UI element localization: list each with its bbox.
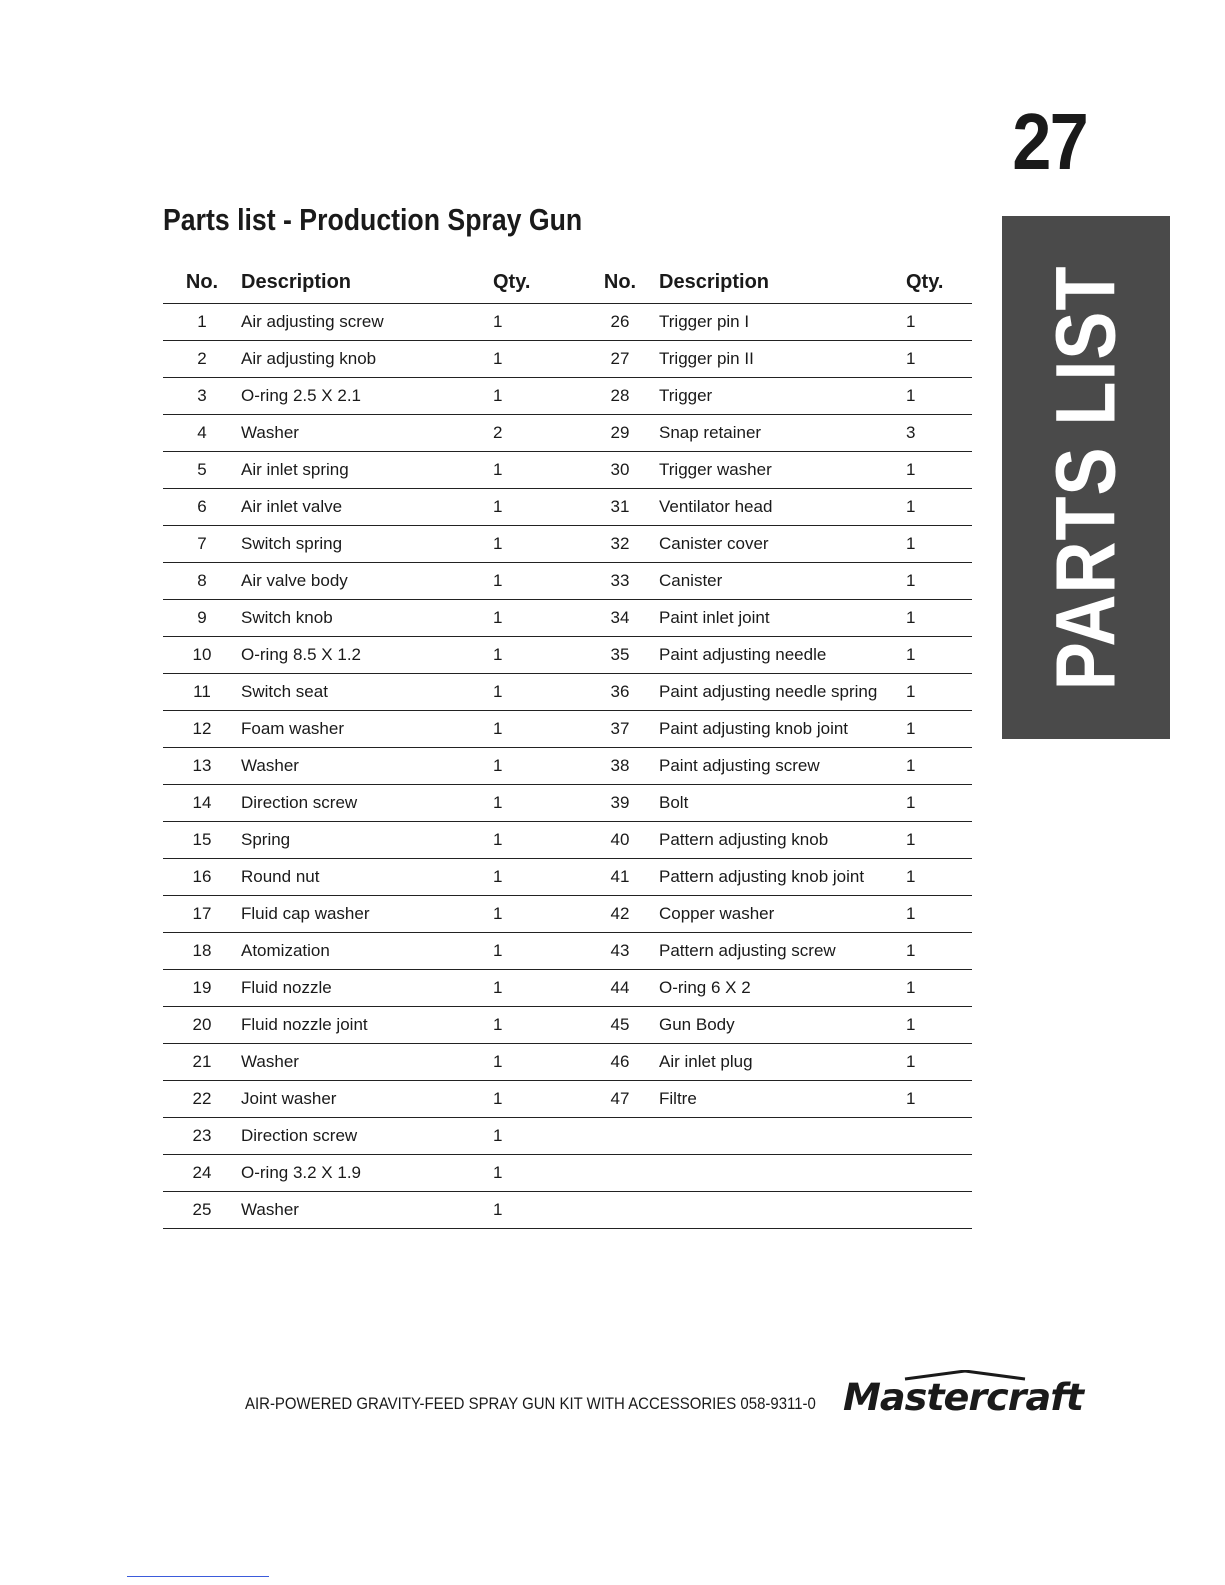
table-row [163, 896, 972, 933]
table-row [163, 748, 972, 785]
part-description [659, 1192, 906, 1229]
part-description: Air inlet valve [241, 489, 493, 526]
part-quantity: 1 [906, 563, 972, 600]
part-number: 36 [581, 674, 659, 711]
table-row [163, 600, 972, 637]
bottom-link-underline [127, 1576, 269, 1577]
part-number: 24 [163, 1155, 241, 1192]
part-description: Copper washer [659, 896, 906, 933]
part-quantity: 3 [906, 415, 972, 452]
part-quantity: 1 [493, 526, 581, 563]
part-description: Trigger pin I [659, 304, 906, 341]
part-description: Gun Body [659, 1007, 906, 1044]
table-row [163, 1155, 972, 1192]
brand-logo-text: Mastercraft [843, 1376, 1086, 1414]
part-quantity: 1 [906, 711, 972, 748]
part-number: 22 [163, 1081, 241, 1118]
header-no-right: No. [581, 262, 659, 304]
part-quantity: 1 [906, 822, 972, 859]
part-number: 29 [581, 415, 659, 452]
table-row [163, 415, 972, 452]
part-number: 42 [581, 896, 659, 933]
part-number: 19 [163, 970, 241, 1007]
part-description: Snap retainer [659, 415, 906, 452]
part-quantity: 1 [493, 674, 581, 711]
part-number: 43 [581, 933, 659, 970]
table-row [163, 526, 972, 563]
part-description: Air adjusting screw [241, 304, 493, 341]
table-row [163, 859, 972, 896]
part-number: 12 [163, 711, 241, 748]
part-description: O-ring 6 X 2 [659, 970, 906, 1007]
part-quantity: 1 [493, 859, 581, 896]
page-title: Parts list - Production Spray Gun [163, 202, 583, 237]
part-quantity: 2 [493, 415, 581, 452]
part-description: Canister cover [659, 526, 906, 563]
part-quantity: 1 [906, 1007, 972, 1044]
part-quantity: 1 [906, 489, 972, 526]
part-quantity: 1 [493, 378, 581, 415]
part-quantity: 1 [493, 748, 581, 785]
part-number: 47 [581, 1081, 659, 1118]
part-description: Switch spring [241, 526, 493, 563]
footer-product-name: AIR-POWERED GRAVITY-FEED SPRAY GUN KIT WITH ACCESSORIES 058-9311-0 [245, 1394, 816, 1413]
part-quantity [906, 1118, 972, 1155]
brand-logo [843, 1370, 1086, 1414]
part-description: Canister [659, 563, 906, 600]
part-quantity: 1 [493, 896, 581, 933]
part-description: Washer [241, 1044, 493, 1081]
part-number [581, 1192, 659, 1229]
part-number: 38 [581, 748, 659, 785]
part-description: Paint inlet joint [659, 600, 906, 637]
part-description: Foam washer [241, 711, 493, 748]
part-description: Filtre [659, 1081, 906, 1118]
part-quantity: 1 [493, 637, 581, 674]
part-quantity: 1 [493, 1118, 581, 1155]
part-quantity [906, 1155, 972, 1192]
part-number: 40 [581, 822, 659, 859]
table-row [163, 785, 972, 822]
part-description: Pattern adjusting screw [659, 933, 906, 970]
part-description: Round nut [241, 859, 493, 896]
part-quantity: 1 [493, 711, 581, 748]
part-number: 26 [581, 304, 659, 341]
part-description: O-ring 3.2 X 1.9 [241, 1155, 493, 1192]
part-number: 44 [581, 970, 659, 1007]
part-number: 7 [163, 526, 241, 563]
part-number: 31 [581, 489, 659, 526]
table-row [163, 341, 972, 378]
part-quantity: 1 [493, 1007, 581, 1044]
part-number: 41 [581, 859, 659, 896]
part-number: 4 [163, 415, 241, 452]
part-number: 15 [163, 822, 241, 859]
header-qty-right: Qty. [906, 262, 972, 304]
part-number: 10 [163, 637, 241, 674]
part-quantity: 1 [493, 563, 581, 600]
table-row [163, 674, 972, 711]
part-quantity: 1 [906, 933, 972, 970]
table-row [163, 822, 972, 859]
part-quantity: 1 [493, 1155, 581, 1192]
part-number: 13 [163, 748, 241, 785]
part-number: 23 [163, 1118, 241, 1155]
part-quantity: 1 [906, 600, 972, 637]
part-number: 1 [163, 304, 241, 341]
part-description [659, 1118, 906, 1155]
table-row [163, 1118, 972, 1155]
header-description-left: Description [241, 262, 493, 304]
table-row [163, 933, 972, 970]
part-number: 32 [581, 526, 659, 563]
table-row [163, 563, 972, 600]
part-description: Fluid cap washer [241, 896, 493, 933]
table-header-row [163, 262, 972, 304]
part-description: Joint washer [241, 1081, 493, 1118]
part-description: Trigger [659, 378, 906, 415]
part-number: 14 [163, 785, 241, 822]
part-description: Fluid nozzle [241, 970, 493, 1007]
part-number: 39 [581, 785, 659, 822]
part-number: 16 [163, 859, 241, 896]
part-number [581, 1155, 659, 1192]
part-number: 21 [163, 1044, 241, 1081]
table-row [163, 304, 972, 341]
header-description-right: Description [659, 262, 906, 304]
part-description: Paint adjusting needle spring [659, 674, 906, 711]
table-row [163, 489, 972, 526]
part-number: 3 [163, 378, 241, 415]
part-quantity: 1 [493, 600, 581, 637]
part-number: 37 [581, 711, 659, 748]
part-number: 18 [163, 933, 241, 970]
part-description: O-ring 2.5 X 2.1 [241, 378, 493, 415]
part-description: Fluid nozzle joint [241, 1007, 493, 1044]
part-quantity: 1 [493, 1044, 581, 1081]
part-description: Washer [241, 415, 493, 452]
part-number: 25 [163, 1192, 241, 1229]
table-row [163, 711, 972, 748]
table-row [163, 452, 972, 489]
part-description: Trigger washer [659, 452, 906, 489]
part-description: Switch knob [241, 600, 493, 637]
part-number: 20 [163, 1007, 241, 1044]
part-quantity: 1 [493, 933, 581, 970]
table-row [163, 970, 972, 1007]
part-quantity: 1 [493, 822, 581, 859]
part-number: 33 [581, 563, 659, 600]
part-quantity: 1 [906, 1081, 972, 1118]
part-quantity: 1 [493, 970, 581, 1007]
part-number: 6 [163, 489, 241, 526]
part-quantity: 1 [493, 341, 581, 378]
part-quantity: 1 [493, 785, 581, 822]
part-description: Air valve body [241, 563, 493, 600]
part-description: Ventilator head [659, 489, 906, 526]
part-description: Trigger pin II [659, 341, 906, 378]
part-description: Spring [241, 822, 493, 859]
part-number: 34 [581, 600, 659, 637]
part-quantity: 1 [906, 378, 972, 415]
part-description: Atomization [241, 933, 493, 970]
part-quantity: 1 [906, 452, 972, 489]
part-number: 9 [163, 600, 241, 637]
part-quantity: 1 [906, 304, 972, 341]
part-description: Paint adjusting screw [659, 748, 906, 785]
part-quantity: 1 [906, 526, 972, 563]
part-quantity: 1 [906, 1044, 972, 1081]
table-row [163, 1007, 972, 1044]
part-quantity: 1 [493, 1192, 581, 1229]
part-description: Switch seat [241, 674, 493, 711]
part-quantity: 1 [906, 970, 972, 1007]
part-description [659, 1155, 906, 1192]
part-quantity: 1 [906, 785, 972, 822]
part-quantity: 1 [906, 637, 972, 674]
part-number: 11 [163, 674, 241, 711]
part-quantity: 1 [906, 748, 972, 785]
part-description: Paint adjusting needle [659, 637, 906, 674]
part-quantity [906, 1192, 972, 1229]
section-tab-label: PARTS LIST [1038, 265, 1133, 690]
table-row [163, 1081, 972, 1118]
part-description: Paint adjusting knob joint [659, 711, 906, 748]
part-number: 28 [581, 378, 659, 415]
part-number: 35 [581, 637, 659, 674]
parts-table-body [163, 304, 972, 1229]
table-row [163, 637, 972, 674]
page-number: 27 [1012, 97, 1087, 186]
part-description: Air adjusting knob [241, 341, 493, 378]
part-description: Air inlet plug [659, 1044, 906, 1081]
part-description: Washer [241, 1192, 493, 1229]
header-no-left: No. [163, 262, 241, 304]
part-quantity: 1 [906, 896, 972, 933]
part-quantity: 1 [493, 452, 581, 489]
part-quantity: 1 [493, 304, 581, 341]
part-description: Bolt [659, 785, 906, 822]
table-row [163, 1044, 972, 1081]
part-number: 8 [163, 563, 241, 600]
part-number: 45 [581, 1007, 659, 1044]
part-description: Pattern adjusting knob joint [659, 859, 906, 896]
part-number: 2 [163, 341, 241, 378]
part-description: Direction screw [241, 785, 493, 822]
part-quantity: 1 [906, 674, 972, 711]
table-row [163, 1192, 972, 1229]
part-quantity: 1 [493, 1081, 581, 1118]
part-description: Washer [241, 748, 493, 785]
section-tab [1002, 216, 1170, 739]
part-number: 46 [581, 1044, 659, 1081]
part-number: 5 [163, 452, 241, 489]
part-description: Direction screw [241, 1118, 493, 1155]
parts-table [163, 262, 972, 1229]
part-description: Air inlet spring [241, 452, 493, 489]
part-quantity: 1 [906, 859, 972, 896]
part-number: 27 [581, 341, 659, 378]
header-qty-left: Qty. [493, 262, 581, 304]
part-quantity: 1 [493, 489, 581, 526]
part-number: 30 [581, 452, 659, 489]
part-description: Pattern adjusting knob [659, 822, 906, 859]
table-row [163, 378, 972, 415]
part-quantity: 1 [906, 341, 972, 378]
part-description: O-ring 8.5 X 1.2 [241, 637, 493, 674]
part-number [581, 1118, 659, 1155]
part-number: 17 [163, 896, 241, 933]
